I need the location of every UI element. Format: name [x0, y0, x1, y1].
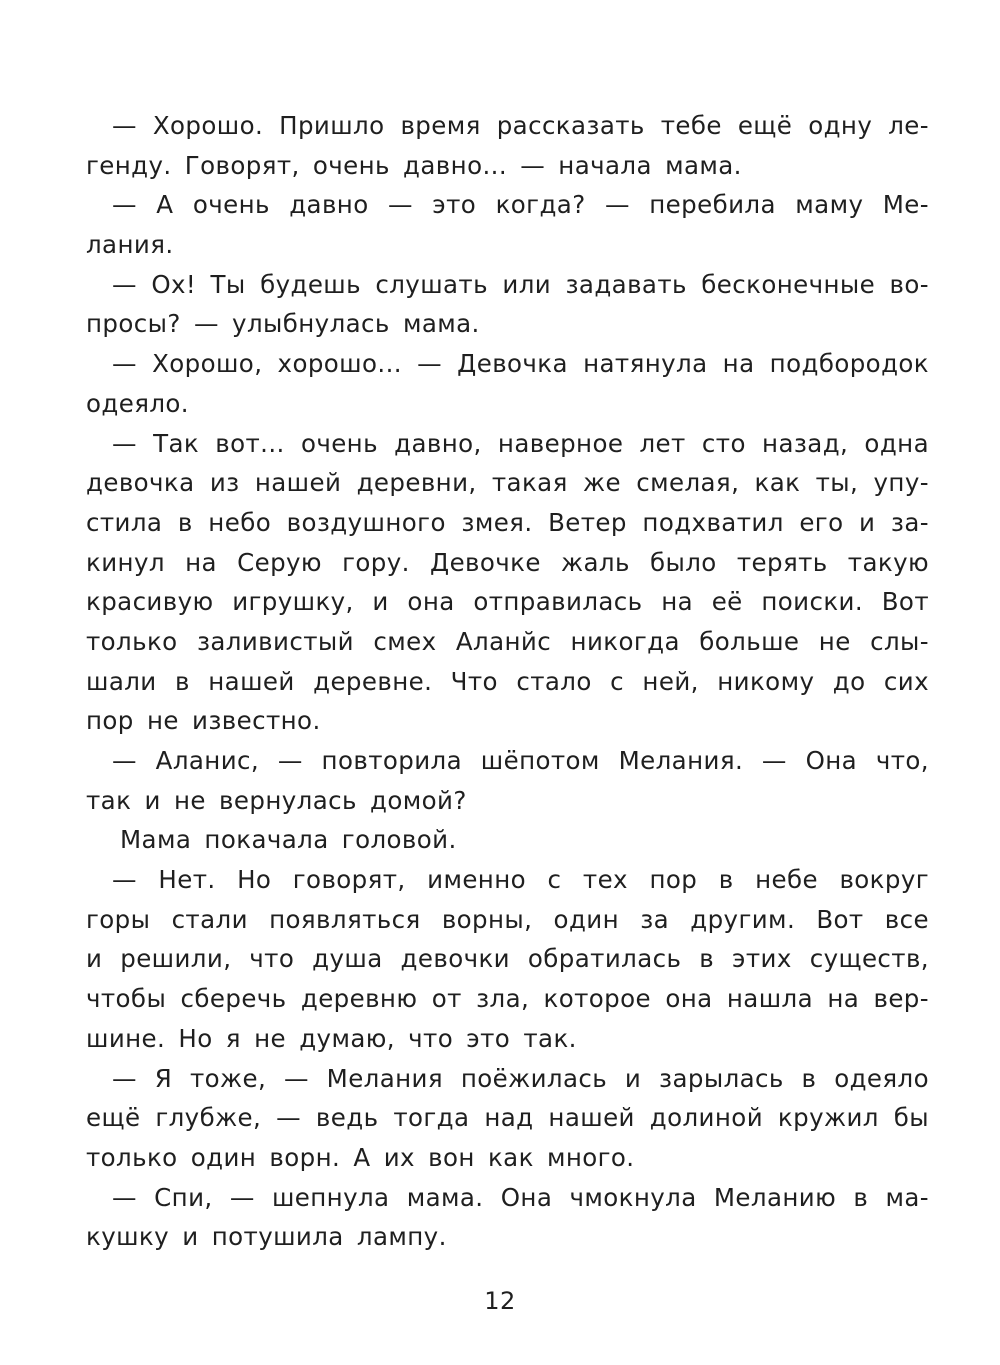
- text-line: красивую игрушку, и она отправилась на её поиски. Вот: [86, 587, 929, 617]
- text-line: Мама покачала головой.: [120, 825, 457, 855]
- text-line: — Хорошо. Пришло время рассказать тебе ещё одну ле-: [112, 111, 929, 140]
- text-line: — Нет. Но говорят, именно с тех пор в небе вокруг: [112, 865, 929, 895]
- text-line: просы? — улыбнулась мама.: [86, 309, 480, 339]
- text-line: чтобы сберечь деревню от зла, которое она нашла на вер-: [86, 984, 929, 1014]
- text-line: только один ворн. А их вон как много.: [86, 1142, 635, 1172]
- text-line: лания.: [86, 230, 174, 260]
- text-line: — Я тоже, — Мелания поёжилась и зарылась в одеяло: [112, 1063, 929, 1093]
- text-line: и решили, что душа девочки обратилась в этих существ,: [86, 944, 929, 974]
- page-number: 12: [484, 1287, 516, 1315]
- text-line: — Так вот... очень давно, наверное лет сто назад, одна: [112, 428, 929, 458]
- text-line: — А очень давно — это когда? — перебила маму Ме-: [112, 190, 929, 220]
- text-line: пор не известно.: [86, 706, 321, 736]
- text-line: генду. Говорят, очень давно... — начала мама.: [86, 150, 742, 180]
- text-line: шине. Но я не думаю, что это так.: [86, 1023, 577, 1053]
- text-line: — Аланис, — повторила шёпотом Мелания. — Она что,: [112, 746, 929, 775]
- text-line: кинул на Серую гору. Девочке жаль было терять такую: [86, 547, 929, 577]
- text-line: так и не вернулась домой?: [86, 785, 467, 815]
- text-line: кушку и потушила лампу.: [86, 1222, 447, 1252]
- text-line: шали в нашей деревне. Что стало с ней, никому до сих: [86, 666, 929, 696]
- text-line: девочка из нашей деревни, такая же смелая, как ты, упу-: [86, 468, 929, 498]
- text-line: одеяло.: [86, 388, 189, 418]
- text-line: — Спи, — шепнула мама. Она чмокнула Меланию в ма-: [112, 1182, 929, 1212]
- text-line: только заливистый смех Аланйс никогда больше не слы-: [86, 626, 929, 656]
- text-line: — Хорошо, хорошо... — Девочка натянула на подбородок: [112, 349, 929, 379]
- text-line: горы стали появляться ворны, один за другим. Вот все: [86, 904, 929, 934]
- text-line: стила в небо воздушного змея. Ветер подхватил его и за-: [86, 507, 929, 537]
- story-text: [86, 106, 929, 1257]
- text-line: ещё глубже, — ведь тогда над нашей долиной кружил бы: [86, 1103, 929, 1133]
- text-line: — Ох! Ты будешь слушать или задавать бесконечные во-: [112, 269, 929, 299]
